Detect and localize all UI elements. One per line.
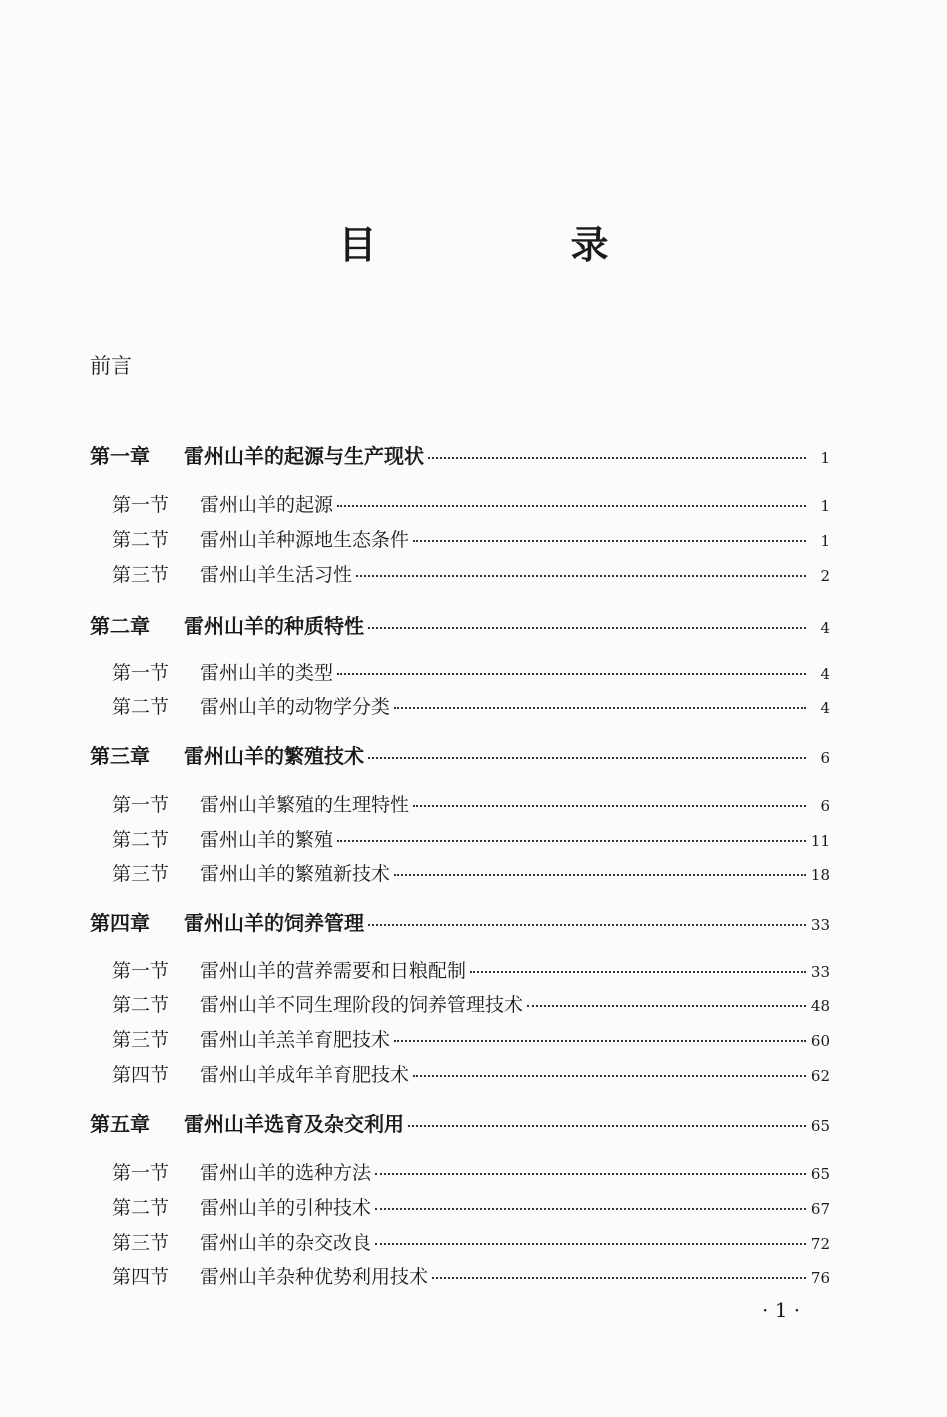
dot-leader [527,1004,806,1007]
toc-section-row[interactable] [112,1025,830,1053]
toc-section-row[interactable] [112,658,830,686]
section-title: 雷州山羊的引种技术 [200,1197,372,1219]
page-ref: 76 [810,1269,830,1287]
toc-section-row[interactable] [112,1158,830,1186]
dot-leader [413,804,806,807]
section-title: 雷州山羊生活习性 [200,564,353,586]
dot-leader [413,1074,806,1077]
section-title: 雷州山羊的营养需要和日粮配制 [200,960,467,982]
chapter-number: 第五章 [90,1112,150,1136]
dot-leader [413,539,806,542]
section-number: 第二节 [112,994,170,1016]
chapter-title: 雷州山羊的起源与生产现状 [184,444,424,468]
dot-leader [368,756,806,759]
section-number: 第二节 [112,529,170,551]
section-number: 第三节 [112,564,170,586]
dot-leader [356,574,806,577]
section-title: 雷州山羊的类型 [200,662,334,684]
preface-entry[interactable]: 前言 [90,354,132,378]
section-number: 第三节 [112,863,170,885]
section-title: 雷州山羊的选种方法 [200,1162,372,1184]
chapter-number: 第一章 [90,444,150,468]
section-title: 雷州山羊成年羊育肥技术 [200,1064,410,1086]
page-title: 目 录 [338,223,687,267]
page-ref: 60 [810,1032,830,1050]
page-ref: 33 [810,916,830,934]
page-ref: 1 [820,449,830,467]
dot-leader [428,456,806,459]
toc-chapter-row[interactable] [90,740,830,768]
section-title: 雷州山羊的动物学分类 [200,696,391,718]
dot-leader [432,1276,806,1279]
dot-leader [337,839,806,842]
dot-leader [408,1124,806,1127]
page-ref: 1 [820,497,830,515]
section-number: 第二节 [112,829,170,851]
dot-leader [375,1242,806,1245]
toc-section-row[interactable] [112,990,830,1018]
toc-section-row[interactable] [112,490,830,518]
section-title: 雷州山羊的起源 [200,494,334,516]
chapter-title: 雷州山羊选育及杂交利用 [184,1112,404,1136]
chapter-title: 雷州山羊的繁殖技术 [184,744,364,768]
dot-leader [337,672,806,675]
section-number: 第一节 [112,662,170,684]
section-title: 雷州山羊的繁殖新技术 [200,863,391,885]
page-ref: 6 [820,797,830,815]
section-number: 第三节 [112,1029,170,1051]
dot-leader [368,626,806,629]
section-number: 第一节 [112,794,170,816]
toc-section-row[interactable] [112,1060,830,1088]
page-ref: 4 [820,619,830,637]
section-number: 第四节 [112,1064,170,1086]
page-ref: 11 [810,832,830,850]
page-ref: 72 [810,1235,830,1253]
dot-leader [470,970,806,973]
page-ref: 6 [820,749,830,767]
page-ref: 65 [810,1117,830,1135]
section-title: 雷州山羊的繁殖 [200,829,334,851]
toc-section-row[interactable] [112,560,830,588]
chapter-title: 雷州山羊的饲养管理 [184,911,364,935]
dot-leader [337,504,806,507]
chapter-number: 第三章 [90,744,150,768]
page-ref: 18 [810,866,830,884]
page-number: · 1 · [762,1298,801,1322]
chapter-number: 第二章 [90,614,150,638]
dot-leader [375,1207,806,1210]
page-ref: 65 [810,1165,830,1183]
page-ref: 62 [810,1067,830,1085]
page-ref: 4 [820,699,830,717]
dot-leader [394,1039,806,1042]
page-ref: 48 [810,997,830,1015]
section-number: 第三节 [112,1232,170,1254]
section-number: 第一节 [112,960,170,982]
toc-section-row[interactable] [112,859,830,887]
toc-section-row[interactable] [112,1193,830,1221]
dot-leader [394,706,806,709]
page-ref: 67 [810,1200,830,1218]
toc-section-row[interactable] [112,790,830,818]
toc-section-row[interactable] [112,692,830,720]
page-ref: 4 [820,665,830,683]
toc-chapter-row[interactable] [90,1108,830,1136]
dot-leader [394,873,806,876]
toc-section-row[interactable] [112,1262,830,1290]
page-ref: 33 [810,963,830,981]
section-title: 雷州山羊种源地生态条件 [200,529,410,551]
section-number: 第二节 [112,696,170,718]
section-title: 雷州山羊羔羊育肥技术 [200,1029,391,1051]
section-title: 雷州山羊的杂交改良 [200,1232,372,1254]
page-ref: 1 [820,532,830,550]
section-title: 雷州山羊不同生理阶段的饲养管理技术 [200,994,524,1016]
section-number: 第一节 [112,1162,170,1184]
section-number: 第一节 [112,494,170,516]
page-ref: 2 [820,567,830,585]
toc-chapter-row[interactable] [90,907,830,935]
toc-chapter-row[interactable] [90,610,830,638]
toc-section-row[interactable] [112,1228,830,1256]
dot-leader [375,1172,806,1175]
section-number: 第四节 [112,1266,170,1288]
toc-section-row[interactable] [112,525,830,553]
toc-section-row[interactable] [112,956,830,984]
chapter-title: 雷州山羊的种质特性 [184,614,364,638]
dot-leader [368,923,806,926]
toc-section-row[interactable] [112,825,830,853]
section-number: 第二节 [112,1197,170,1219]
toc-chapter-row[interactable] [90,440,830,468]
section-title: 雷州山羊杂种优势利用技术 [200,1266,429,1288]
section-title: 雷州山羊繁殖的生理特性 [200,794,410,816]
chapter-number: 第四章 [90,911,150,935]
